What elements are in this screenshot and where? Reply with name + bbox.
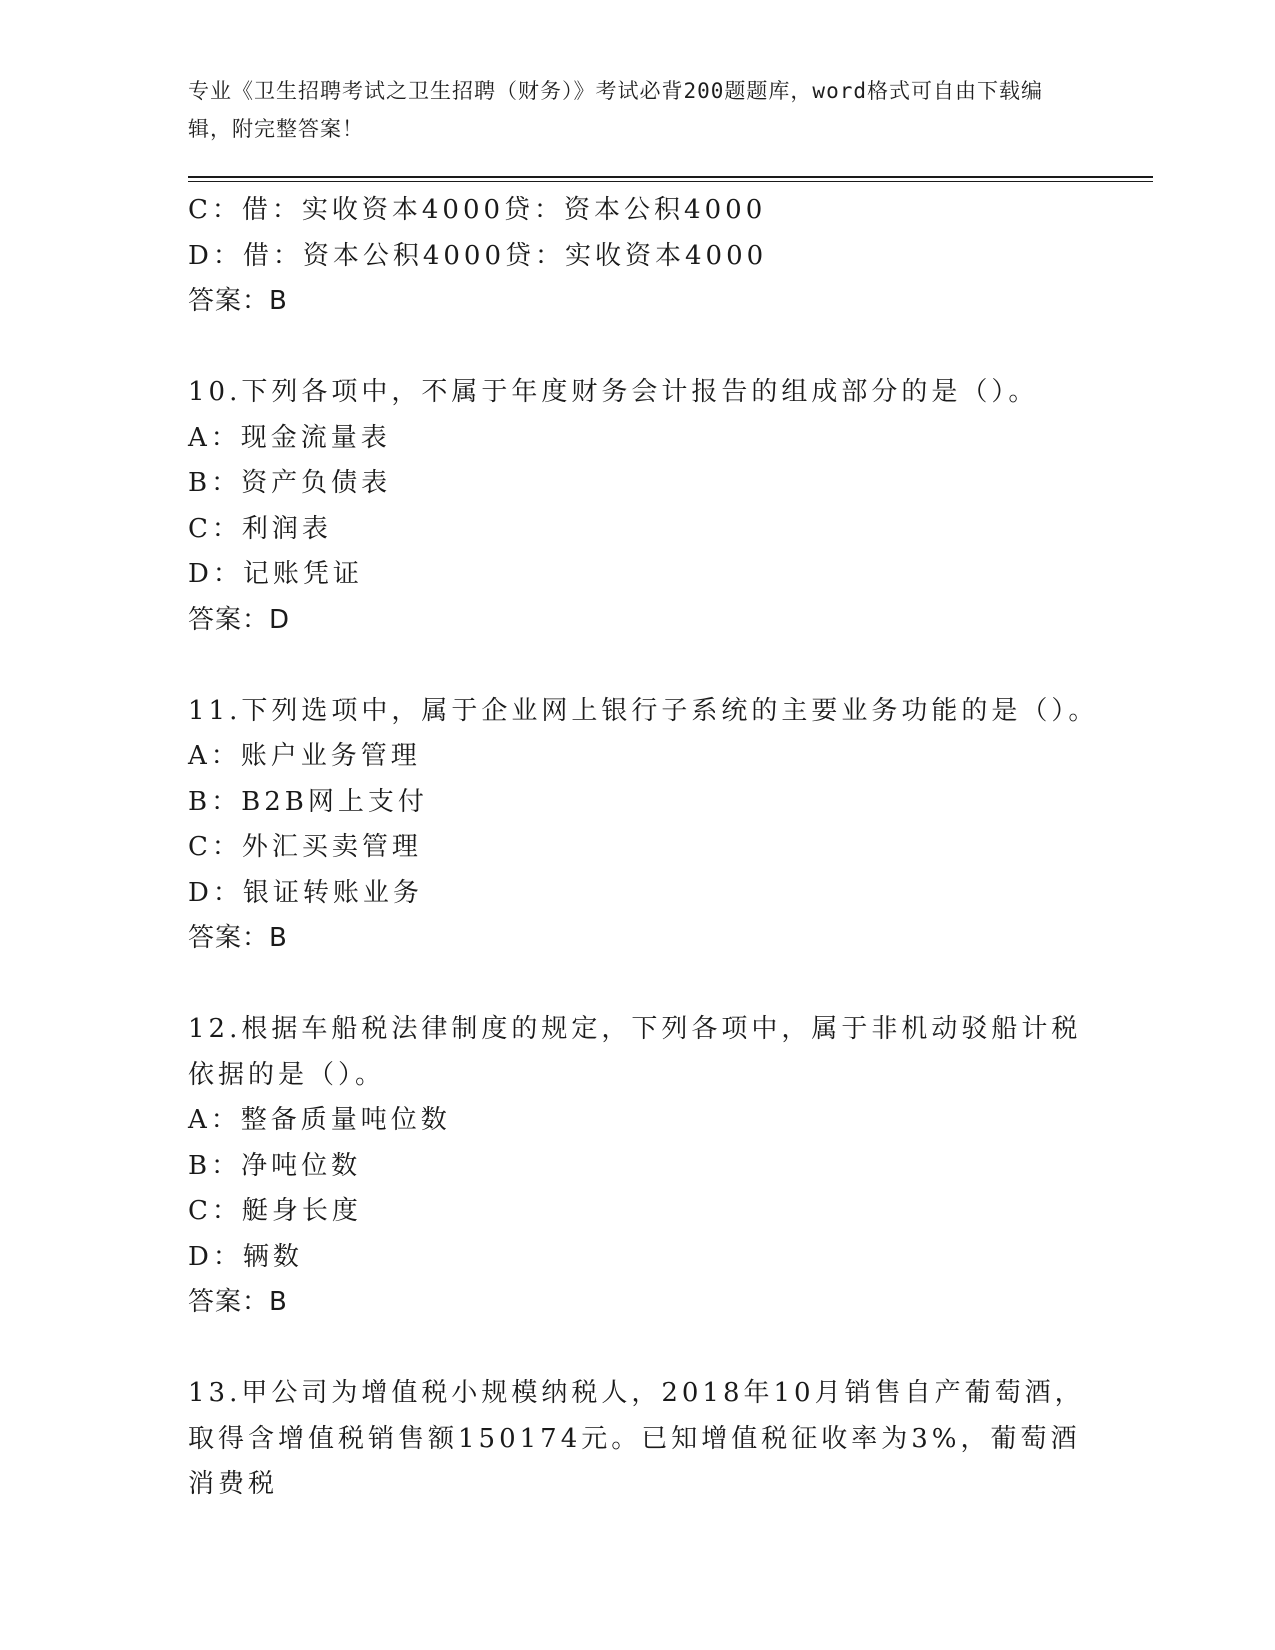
option-b: B：资产负债表 (188, 468, 392, 498)
option-d: D：辆数 (188, 1241, 303, 1272)
question-text: 10.下列各项中，不属于年度财务会计报告的组成部分的是（）。 (188, 377, 1039, 407)
spacer (188, 325, 1093, 371)
option-c: C：外汇买卖管理 (188, 832, 422, 862)
option-c: C：艇身长度 (188, 1196, 362, 1226)
option-a: A：整备质量吨位数 (188, 1105, 451, 1135)
question-text: 13.甲公司为增值税小规模纳税人，2018年10月销售自产葡萄酒，取得含增值税销售额150174元。已知增值税征收率为3%，葡萄酒消费税 (188, 1378, 1085, 1499)
option-d: D：借：资本公积4000贷：实收资本4000 (188, 240, 768, 271)
option-c: C：借：实收资本4000贷：资本公积4000 (188, 195, 767, 225)
option-c: C：利润表 (188, 513, 332, 544)
spacer (188, 962, 1093, 1008)
question-text: 12.根据车船税法律制度的规定，下列各项中，属于非机动驳船计税依据的是（）。 (188, 1014, 1082, 1090)
question-11 (188, 689, 1099, 962)
spacer (188, 1326, 1093, 1372)
page-header: 专业《卫生招聘考试之卫生招聘（财务）》考试必背200题题库，word格式可自由下载编辑，附完整答案！ (188, 79, 1043, 141)
option-d: D：银证转账业务 (188, 877, 423, 908)
question-10 (188, 370, 1093, 643)
header-divider (188, 176, 1153, 178)
question-text: 11.下列选项中，属于企业网上银行子系统的主要业务功能的是（）。 (188, 695, 1099, 726)
option-a: A：账户业务管理 (188, 741, 421, 771)
question-9-tail (188, 188, 1093, 325)
header-divider-thin (188, 181, 1153, 182)
answer-line: 答案：B (188, 286, 288, 316)
answer-line: 答案：B (188, 1287, 288, 1317)
option-b: B：净吨位数 (188, 1150, 362, 1181)
spacer (188, 643, 1093, 689)
option-d: D：记账凭证 (188, 559, 363, 589)
answer-line: 答案：B (188, 923, 288, 953)
option-b: B：B2B网上支付 (188, 786, 428, 817)
question-13 (188, 1371, 1093, 1508)
question-12 (188, 1007, 1093, 1326)
question-list (188, 188, 1099, 1508)
answer-line: 答案：D (188, 604, 291, 635)
option-a: A：现金流量表 (188, 422, 391, 453)
